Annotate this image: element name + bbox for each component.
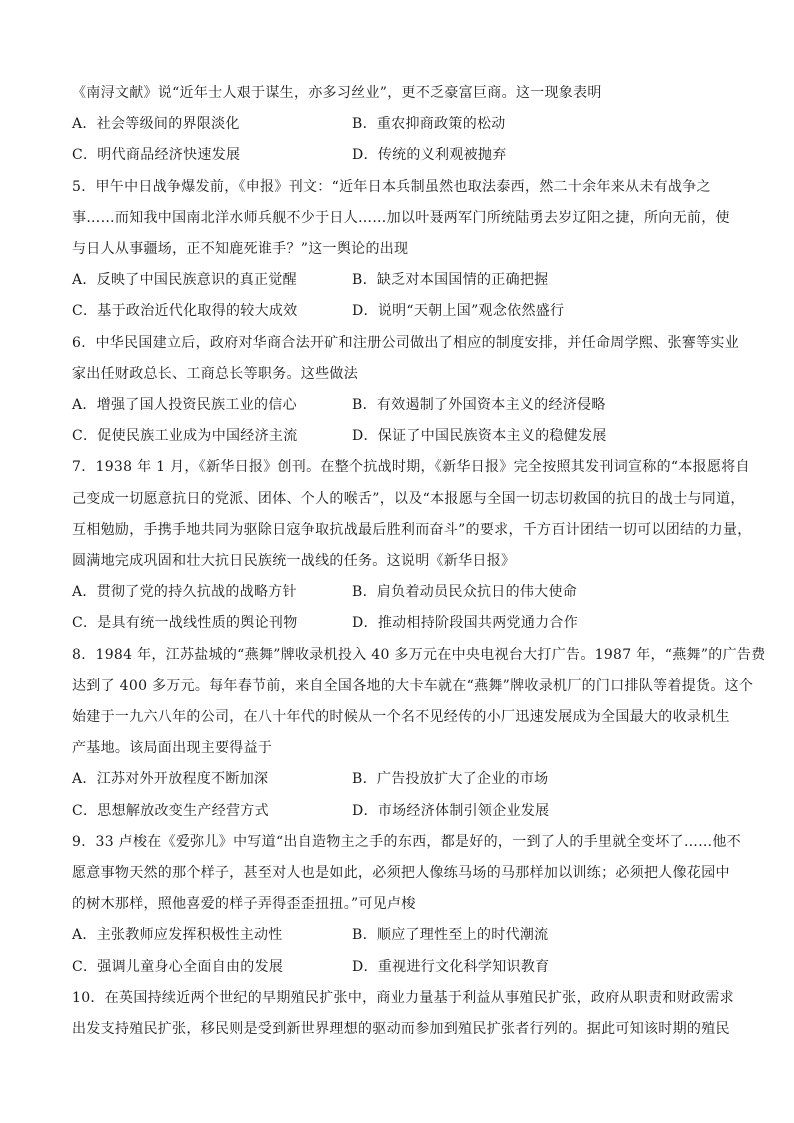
stem-line: 《南浔文献》说“近年士人艰于谋生，亦多习丝业”，更不乏豪富巨商。这一现象表明	[72, 85, 602, 101]
option-a: A．江苏对外开放程度不断加深	[72, 771, 269, 788]
question-7	[72, 452, 752, 639]
option-b: B．广告投放扩大了企业的市场	[352, 771, 549, 788]
options-row	[72, 608, 732, 639]
exam-page	[72, 78, 766, 1045]
option-c: C．促使民族工业成为中国经济主流	[72, 428, 298, 445]
options-row	[72, 390, 732, 421]
option-b: B．顺应了理性至上的时代潮流	[352, 927, 549, 944]
option-a: A．增强了国人投资民族工业的信心	[72, 397, 297, 414]
question-stem	[72, 640, 766, 765]
stem-line: 圆满地完成巩固和壮大抗日民族统一战线的任务。这说明《新华日报》	[72, 553, 516, 570]
stem-line: 家出任财政总长、工商总长等职务。这些做法	[72, 365, 358, 382]
option-d: D．推动相持阶段国共两党通力合作	[352, 615, 579, 632]
question-stem	[72, 827, 742, 921]
options-row	[72, 577, 732, 608]
options-row	[72, 140, 732, 171]
option-b: B．缺乏对本国国情的正确把握	[352, 272, 549, 289]
question-stem	[72, 328, 740, 390]
stem-line: 互相勉励，手携手地共同为驱除日寇争取抗战最后胜利而奋斗”的要求，千方百计团结一切可以团结的力量，	[72, 521, 752, 538]
option-b: B．有效遏制了外国资本主义的经济侵略	[352, 397, 606, 414]
question-4	[72, 78, 732, 172]
options-row	[72, 764, 732, 795]
option-b: B．肩负着动员民众抗日的伟大使命	[352, 584, 578, 601]
option-c: C．思想解放改变生产经营方式	[72, 802, 269, 819]
option-d: D．保证了中国民族资本主义的稳健发展	[352, 428, 607, 445]
stem-line: 事……而知我中国南北洋水师兵舰不少于日人……加以叶聂两军门所统陆勇去岁辽阳之捷，所向无前，使	[72, 209, 730, 226]
question-stem	[72, 983, 732, 1045]
option-a: A．社会等级间的界限淡化	[72, 116, 240, 133]
question-stem	[72, 172, 732, 266]
option-d: D．市场经济体制引领企业发展	[352, 802, 550, 819]
stem-line: 9．33 卢梭在《爱弥儿》中写道“出自造物主之手的东西，都是好的，一到了人的手里就全变坏了……他不	[72, 833, 742, 850]
option-d: D．重视进行文化科学知识教育	[352, 958, 550, 975]
option-c: C．基于政治近代化取得的较大成效	[72, 303, 298, 320]
stem-line: 5．甲午中日战争爆发前，《申报》刊文：“近年日本兵制虽然也取法泰西，然二十余年来从未有战争之	[72, 178, 711, 195]
stem-line: 7．1938 年 1 月，《新华日报》创刊。在整个抗战时期，《新华日报》完全按照其发刊词宣称的“本报愿将自	[72, 459, 750, 476]
option-a: A．反映了中国民族意识的真正觉醒	[72, 272, 297, 289]
stem-line: 始建于一九六八年的公司，在八十年代的时候从一个名不见经传的小厂迅速发展成为全国最大的收录机生	[72, 709, 730, 726]
options-row	[72, 796, 732, 827]
stem-line: 己变成一切愿意抗日的党派、团体、个人的喉舌”，以及“本报愿与全国一切志切救国的抗日的战士与同道，	[72, 490, 745, 507]
question-10	[72, 983, 732, 1045]
question-9	[72, 827, 742, 983]
option-d: D．传统的义利观被抛弃	[352, 147, 507, 164]
option-a: A．主张教师应发挥积极性主动性	[72, 927, 283, 944]
options-row	[72, 265, 732, 296]
options-row	[72, 109, 732, 140]
question-8	[72, 640, 766, 827]
stem-line: 愿意事物天然的那个样子，甚至对人也是如此，必须把人像练马场的马那样加以训练；必须把人像花园中	[72, 865, 730, 882]
stem-line: 10．在英国持续近两个世纪的早期殖民扩张中，商业力量基于利益从事殖民扩张，政府从职责和财政需求	[72, 989, 734, 1006]
option-a: A．贯彻了党的持久抗战的战略方针	[72, 584, 297, 601]
stem-line: 与日人从事疆场，正不知鹿死谁手？”这一舆论的出现	[72, 241, 409, 258]
option-b: B．重农抑商政策的松动	[352, 116, 506, 133]
option-d: D．说明“天朝上国”观念依然盛行	[352, 303, 565, 320]
option-c: C．是具有统一战线性质的舆论刊物	[72, 615, 298, 632]
question-stem	[72, 452, 752, 577]
question-6	[72, 328, 740, 453]
options-row	[72, 421, 732, 452]
question-5	[72, 172, 732, 328]
question-stem	[72, 78, 732, 109]
stem-line: 达到了 400 多万元。每年春节前，来自全国各地的大卡车就在“燕舞”牌收录机厂的门口排队等着提货。这个	[72, 677, 754, 694]
stem-line: 6．中华民国建立后，政府对华商合法开矿和注册公司做出了相应的制度安排，并任命周学熙、张謇等实业	[72, 334, 740, 351]
option-c: C．明代商品经济快速发展	[72, 147, 241, 164]
stem-line: 产基地。该局面出现主要得益于	[72, 740, 273, 757]
stem-line: 的树木那样，照他喜爱的样子弄得歪歪扭扭。”可见卢梭	[72, 896, 416, 913]
options-row	[72, 296, 732, 327]
option-c: C．强调儿童身心全面自由的发展	[72, 958, 284, 975]
options-row	[72, 952, 732, 983]
stem-line: 8．1984 年，江苏盐城的“燕舞”牌收录机投入 40 多万元在中央电视台大打广告。1987 年，“燕舞”的广告费	[72, 646, 766, 663]
options-row	[72, 920, 732, 951]
stem-line: 出发支持殖民扩张，移民则是受到新世界理想的驱动而参加到殖民扩张者行列的。据此可知该时期的殖民	[72, 1021, 730, 1038]
